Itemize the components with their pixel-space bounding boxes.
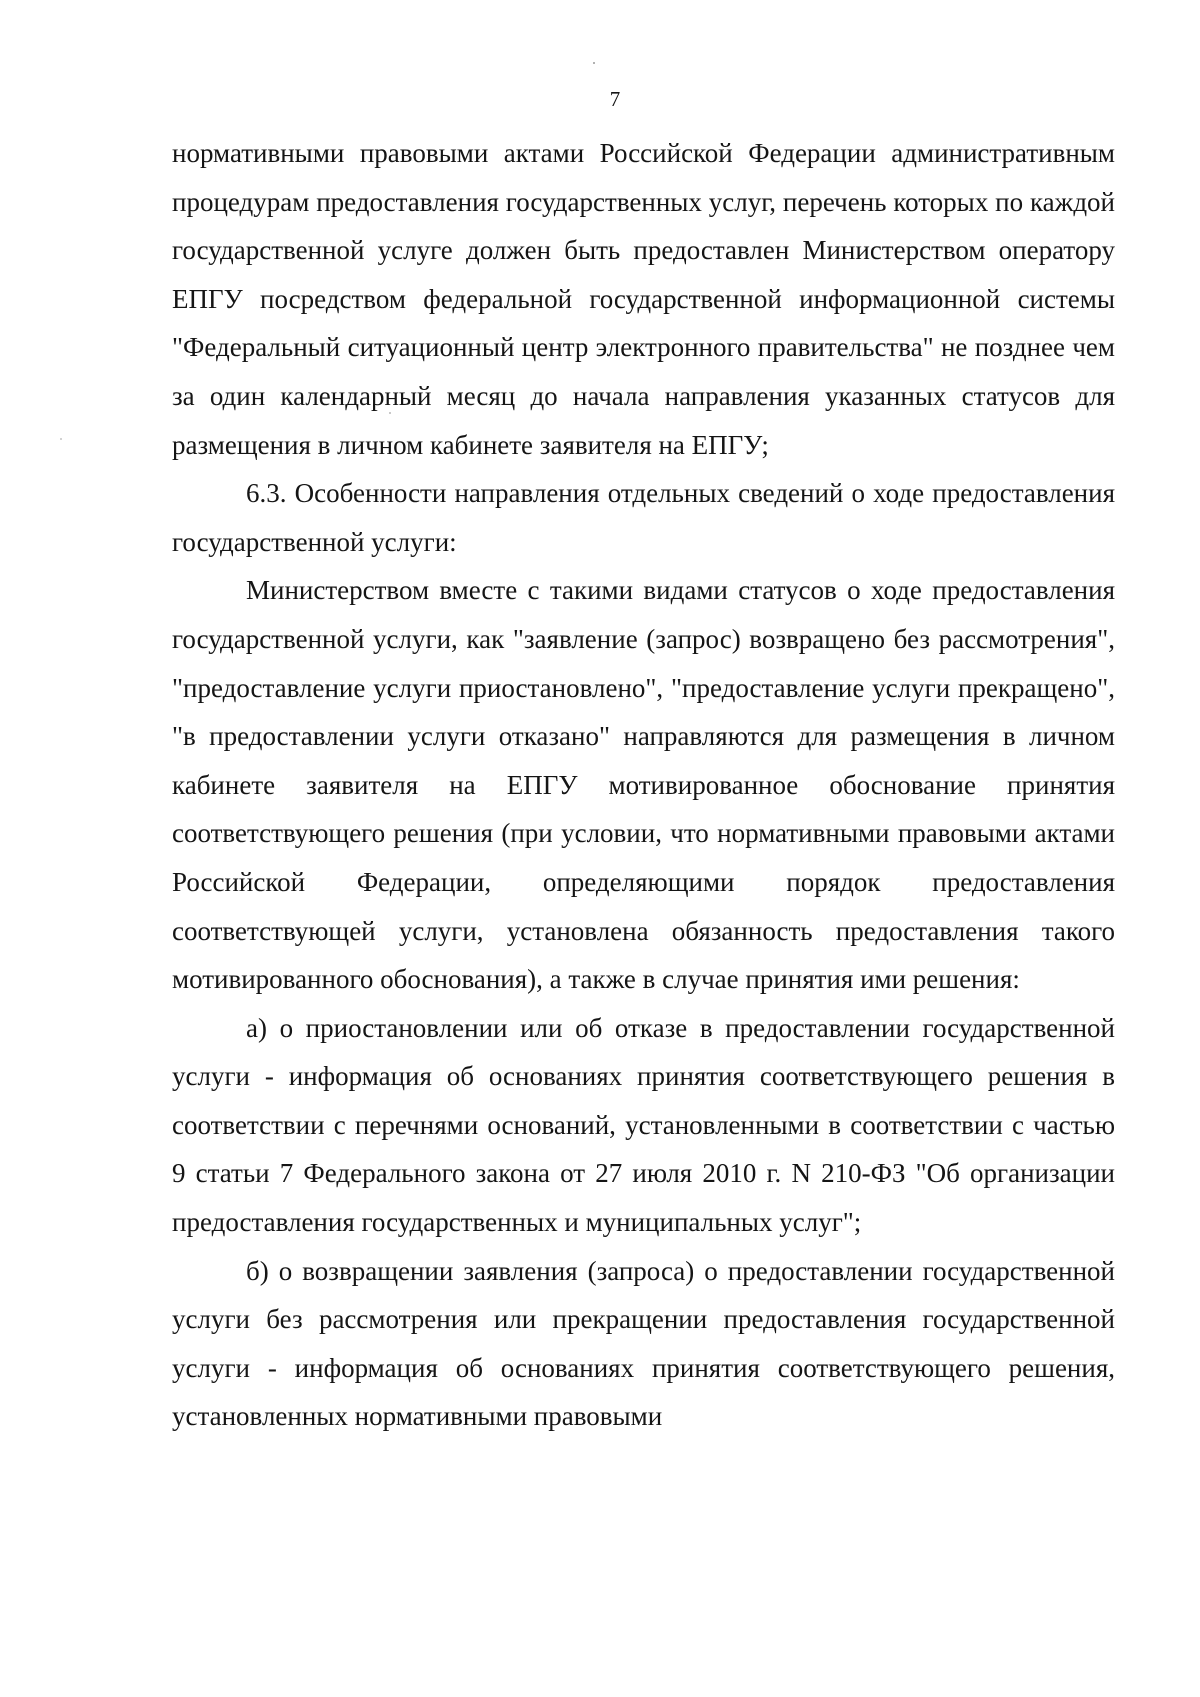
- scan-speck: [60, 438, 62, 440]
- paragraph-item-a: а) о приостановлении или об отказе в предоставлении государственной услуги - информация об основаниях принятия соответствующего решения в соответствии с перечнями оснований, установленными в соответствии с частью 9 статьи 7 Федерального закона от 27 июля 2010 г. N 210-ФЗ "Об организации предоставления государственных и муниципальных услуг";: [172, 1012, 1115, 1238]
- document-body: [172, 129, 1115, 1441]
- paragraph-continuation: нормативными правовыми актами Российской Федерации административным процедурам предоставления государственных услуг, перечень которых по каждой государственной услуге должен быть предоставлен Министерством оператору ЕПГУ посредством федеральной государственной информационной системы "Федеральный ситуационный центр электронного правительства" не позднее чем за один календарный месяц до начала направления указанных статусов для размещения в личном кабинете заявителя на ЕПГУ;: [172, 138, 1115, 460]
- scan-speck: [593, 62, 595, 64]
- page-number: 7: [609, 87, 621, 111]
- paragraph-ministry-statuses: Министерством вместе с такими видами статусов о ходе предоставления государственной услуги, как "заявление (запрос) возвращено без рассмотрения", "предоставление услуги приостановлено", "предоставление услуги прекращено", "в предоставлении услуги отказано" направляются для размещения в личном кабинете заявителя на ЕПГУ мотивированное обоснование принятия соответствующего решения (при условии, что нормативными правовыми актами Российской Федерации, определяющими порядок предоставления соответствующей услуги, установлена обязанность предоставления такого мотивированного обоснования), а также в случае принятия ими решения:: [172, 575, 1115, 995]
- paragraph-item-b: б) о возвращении заявления (запроса) о предоставлении государственной услуги без рассмотрения или прекращении предоставления государственной услуги - информация об основаниях принятия соответствующего решения, установленных нормативными правовыми: [172, 1255, 1115, 1432]
- paragraph-section-6-3: 6.3. Особенности направления отдельных сведений о ходе предоставления государственной услуги:: [172, 478, 1115, 557]
- scan-speck: [389, 412, 391, 414]
